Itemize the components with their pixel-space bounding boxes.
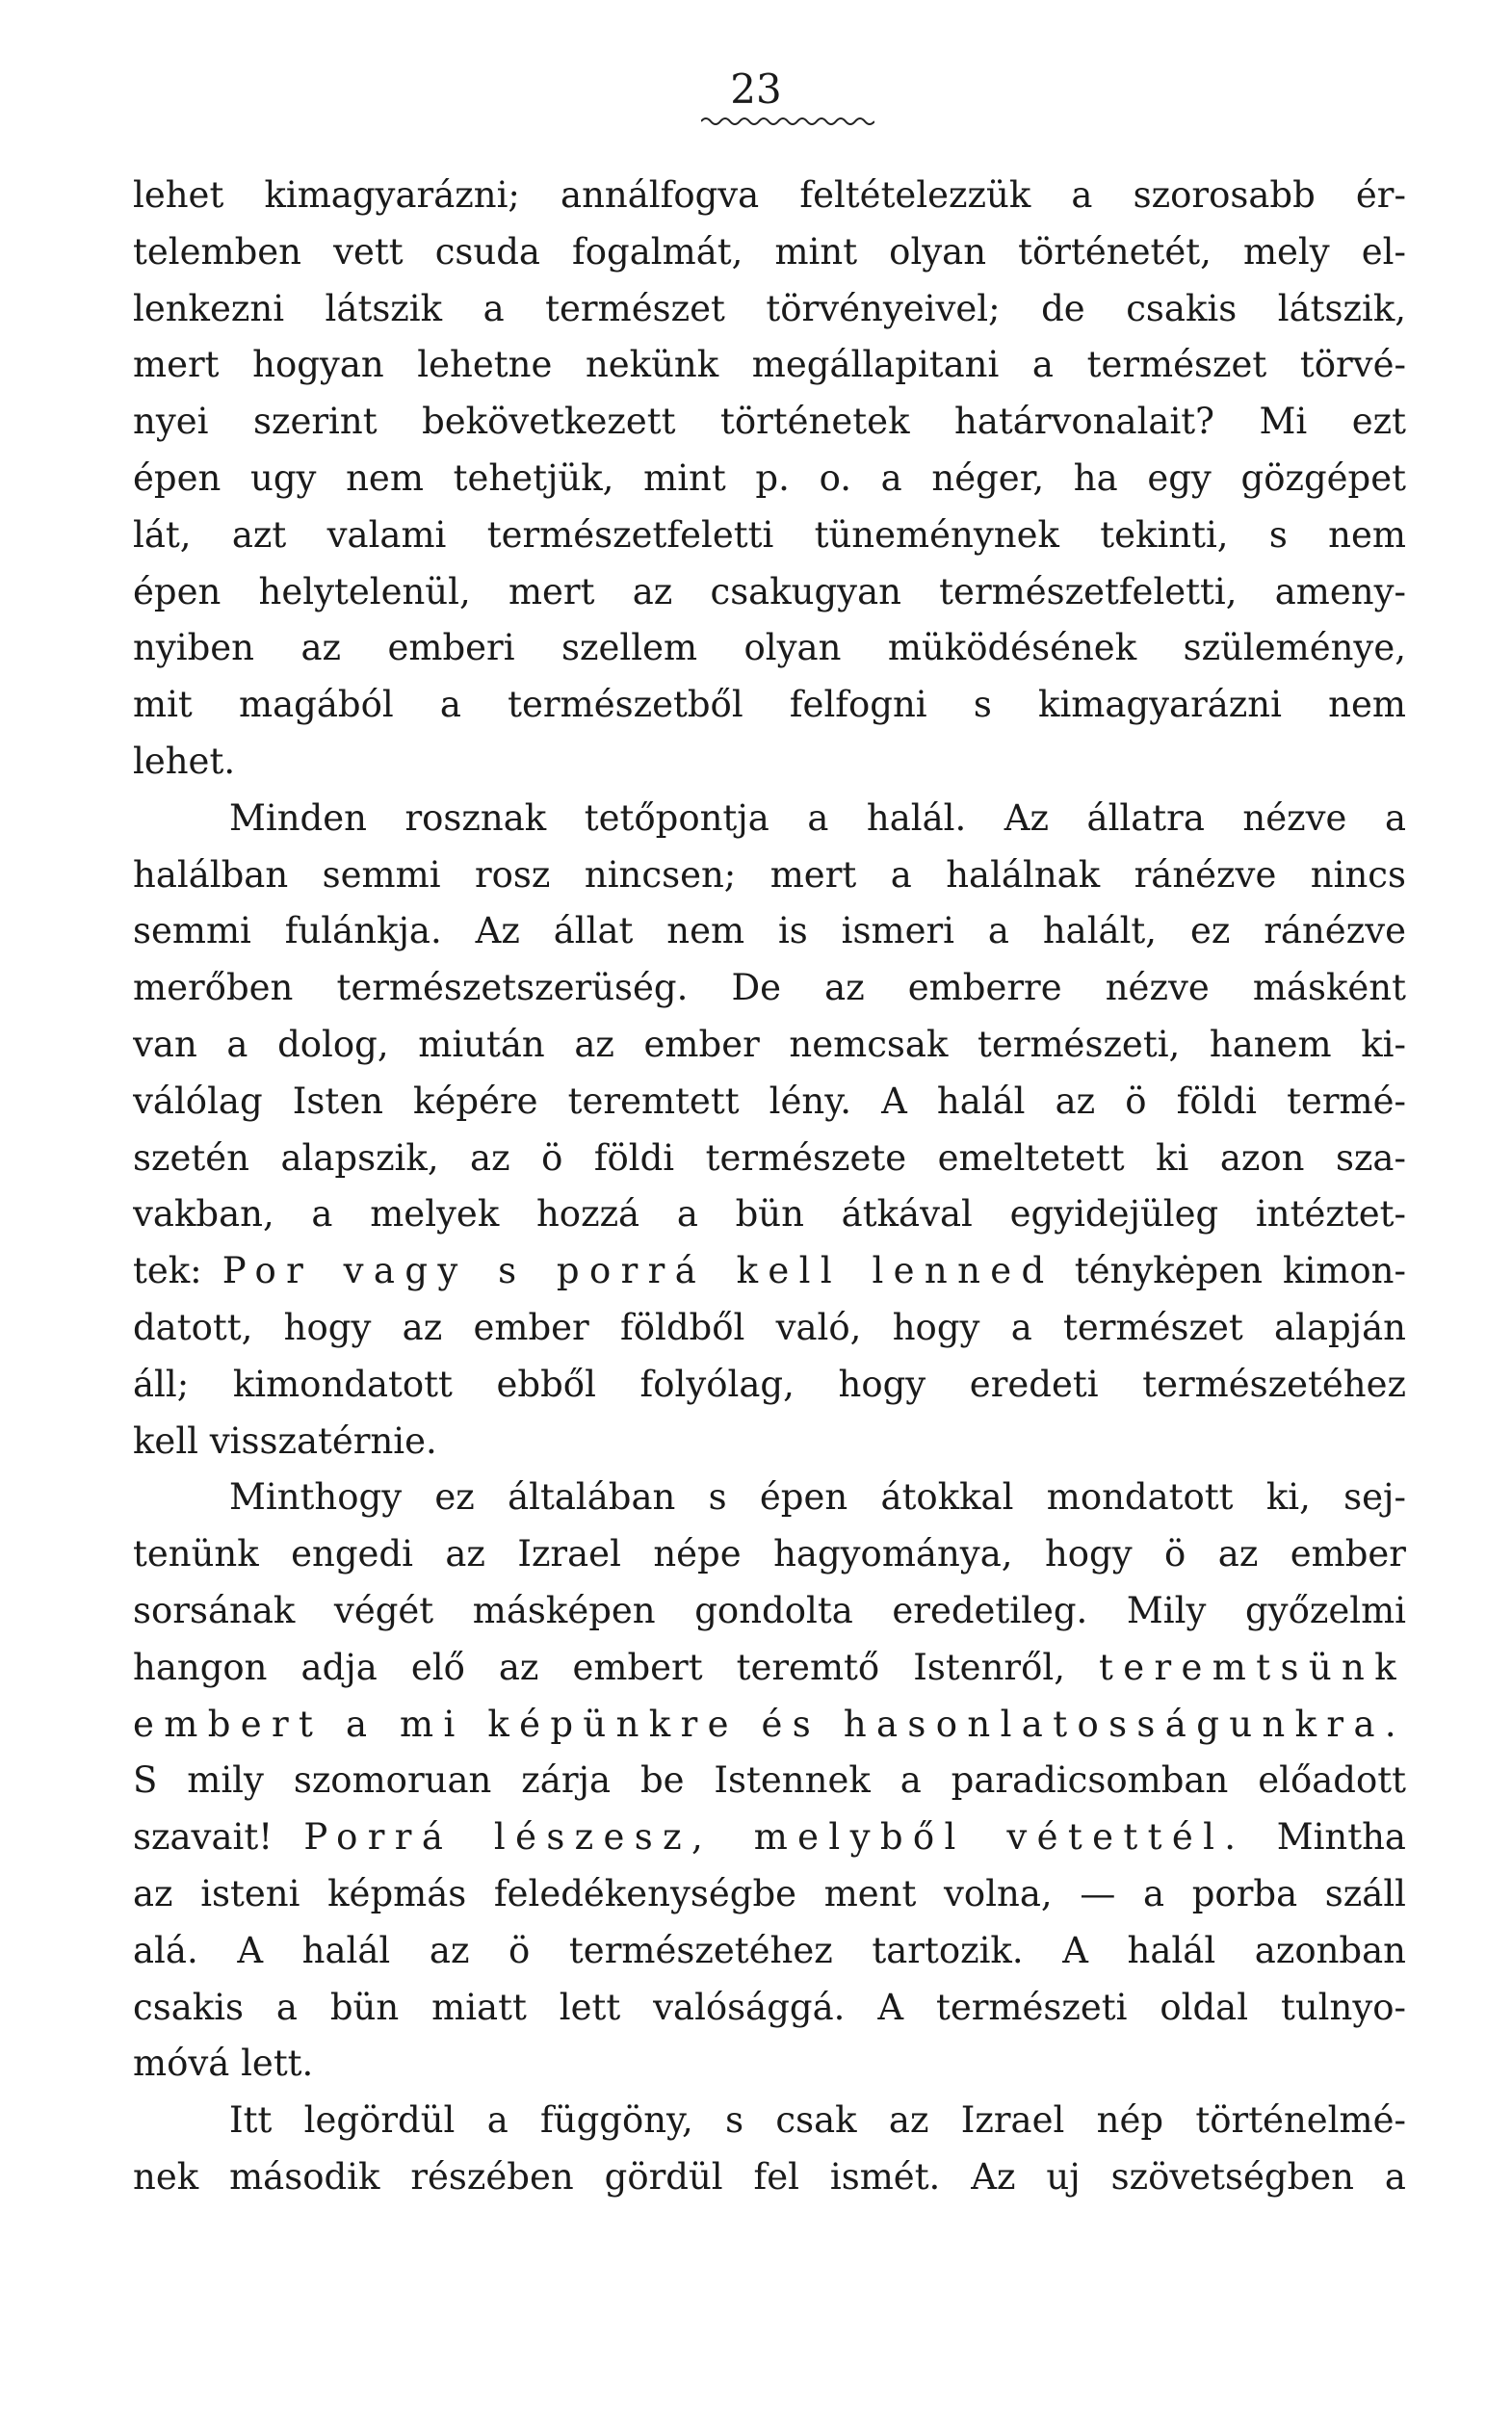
text-line-content: csakis a bün miatt lett valósággá. A természeti oldal tulnyo-: [133, 1986, 1406, 2028]
text-line: [133, 903, 1406, 960]
text-line: [133, 394, 1406, 451]
text-line: [133, 451, 1406, 508]
text-line-content: lát, azt valami természetfeletti tüneménynek tekinti, s nem: [133, 513, 1406, 556]
text-line-content: hangon adja elő az embert teremtő Istenről,: [133, 1646, 1065, 1688]
text-line: [133, 1980, 1406, 2037]
text-line-content: móvá lett.: [133, 2043, 314, 2085]
text-line-content: nek második részében gördül fel ismét. Az uj szövetségben a: [133, 2155, 1406, 2198]
text-line: [133, 1640, 1406, 1697]
text-line: [133, 1923, 1406, 1980]
text-line-content: Minthogy ez általában s épen átokkal mondatott ki, sej-: [229, 1476, 1406, 1519]
text-line-continuation: ténykėpen kimon-: [1074, 1250, 1406, 1292]
text-line: [133, 2093, 1406, 2149]
text-line-content: tek:: [133, 1250, 202, 1292]
text-line: [133, 281, 1406, 338]
emphasized-quote: Por vagy s porrá kell lenned: [222, 1250, 1055, 1292]
text-line: [133, 2149, 1406, 2206]
text-line: [133, 1017, 1406, 1074]
text-line: [133, 1697, 1406, 1754]
text-line-content: telemben vett csuda fogalmát, mint olyan történetét, mely el-: [133, 230, 1406, 273]
text-line-content: válólag Isten képére teremtett lény. A halál az ö földi termé-: [133, 1080, 1406, 1122]
text-line: [133, 564, 1406, 621]
text-line: [133, 1243, 1406, 1300]
text-line-content: halálban semmi rosz nincsen; mert a halálnak ránézve nincs: [133, 853, 1406, 896]
text-line: [133, 1866, 1406, 1923]
text-line-content: Itt legördül a függöny, s csak az Izrael nép történelmé-: [229, 2099, 1406, 2142]
text-line: [133, 1357, 1406, 1414]
text-line-content: áll; kimondatott ebből folyólag, hogy eredeti természetéhez: [133, 1363, 1406, 1405]
text-line-content: van a dolog, miután az ember nemcsak természeti, hanem ki-: [133, 1023, 1406, 1065]
text-line: [133, 1074, 1406, 1131]
text-line-content: lenkezni látszik a természet törvényeivel; de csakis látszik,: [133, 287, 1406, 329]
text-line-content: alá. A halál az ö természetéhez tartozik. A halál azonban: [133, 1929, 1406, 1971]
emphasized-quote: Porrá lészesz, melyből vétettél.: [303, 1816, 1246, 1859]
emphasized-quote: teremtsünk: [1099, 1646, 1406, 1688]
text-line-content: kell visszatérnie.: [133, 1419, 437, 1462]
text-line-content: az isteni képmás feledékenységbe ment volna, — a porba száll: [133, 1872, 1406, 1914]
text-line: [133, 1131, 1406, 1187]
text-line: [133, 1753, 1406, 1809]
text-line: [133, 224, 1406, 281]
text-line: [133, 960, 1406, 1017]
wavy-rule-ornament: [701, 116, 874, 127]
text-line-content: lehet kimagyarázni; annálfogva feltételezzük a szorosabb ér-: [133, 174, 1406, 216]
text-line: [133, 1470, 1406, 1526]
text-line: [133, 1186, 1406, 1243]
text-line-content: semmi fulánkja. Az állat nem is ismeri a halált, ez ránézve: [133, 910, 1406, 952]
text-line: [133, 1583, 1406, 1640]
text-line: [133, 2036, 1406, 2093]
text-line-content: épen helytelenül, mert az csakugyan természetfeletti, ameny-: [133, 570, 1406, 612]
text-line-content: nyei szerint bekövetkezett történetek határvonalait? Mi ezt: [133, 401, 1406, 443]
text-line: [133, 791, 1406, 847]
text-line-content: lehet.: [133, 740, 236, 782]
emphasized-quote: embert a mi képünkre és hasonlatosságunkra.: [133, 1703, 1406, 1745]
text-line-content: szetén alapszik, az ö földi természete emeltetett ki azon sza-: [133, 1136, 1406, 1179]
text-line-content: vakban, a melyek hozzá a bün átkával egyidejüleg intéztet-: [133, 1193, 1406, 1236]
text-line: [133, 1526, 1406, 1583]
text-line-content: mert hogyan lehetne nekünk megállapitani a természet törvé-: [133, 344, 1406, 386]
text-line-content: nyiben az emberi szellem olyan müködésének szüleménye,: [133, 627, 1406, 669]
text-line-content: tenünk engedi az Izrael népe hagyománya, hogy ö az ember: [133, 1533, 1406, 1575]
text-line: [133, 847, 1406, 904]
text-line-content: szavait!: [133, 1816, 274, 1859]
text-line: [133, 337, 1406, 394]
text-line-content: mit magából a természetből felfogni s kimagyarázni nem: [133, 684, 1406, 726]
text-line: [133, 677, 1406, 734]
page-number: 23: [730, 65, 782, 113]
text-line-content: merőben természetszerüség. De az emberre nézve másként: [133, 967, 1406, 1009]
text-line: [133, 1414, 1406, 1471]
text-line: [133, 1300, 1406, 1357]
text-line: [133, 734, 1406, 791]
body-text: [133, 168, 1406, 2206]
text-line-content: Minden rosznak tetőpontja a halál. Az állatra nézve a: [229, 796, 1406, 839]
text-line: [133, 620, 1406, 677]
text-line-content: sorsának végét másképen gondolta eredetileg. Mily győzelmi: [133, 1589, 1406, 1631]
text-line-content: datott, hogy az ember földből való, hogy a természet alapján: [133, 1306, 1406, 1348]
text-line-content: S mily szomoruan zárja be Istennek a paradicsomban előadott: [133, 1759, 1406, 1802]
text-line: [133, 1809, 1406, 1866]
text-line-continuation: Mintha: [1276, 1816, 1406, 1859]
text-line: [133, 168, 1406, 224]
text-line-content: épen ugy nem tehetjük, mint p. o. a néger, ha egy gözgépet: [133, 456, 1406, 499]
text-line: [133, 508, 1406, 564]
